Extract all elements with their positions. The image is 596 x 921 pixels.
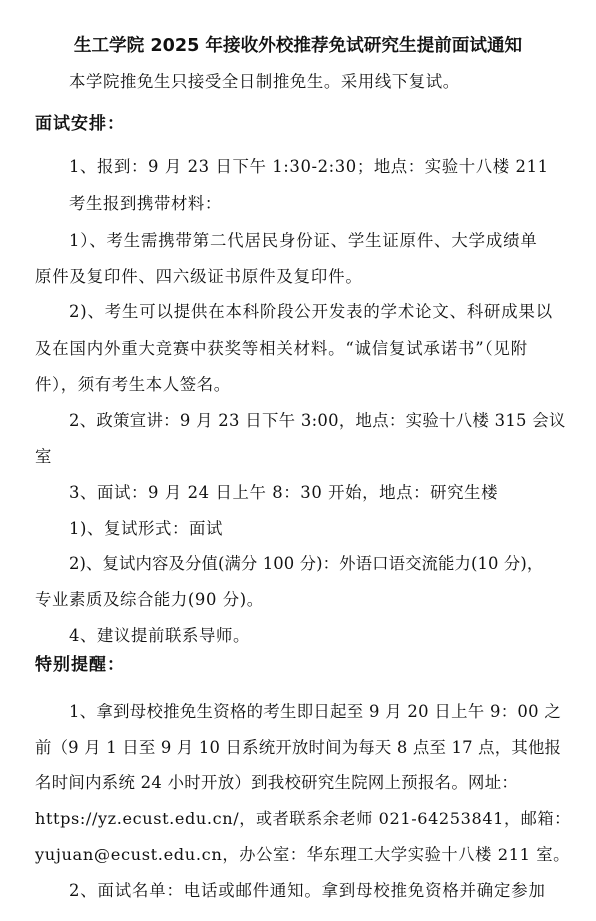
interview-content-line-1: 2)、复试内容及分值(满分 100 分)：外语口语交流能力(10 分)， [69,554,544,573]
policy-briefing-line-1: 2、政策宣讲：9 月 23 日下午 3:00，地点：实验十八楼 315 会议 [69,411,566,430]
section-heading-special-reminder: 特别提醒： [35,655,125,675]
intro-paragraph: 本学院推免生只接受全日制推免生。采用线下复试。 [69,72,460,91]
materials-item-2-line-3: 件），须有考生本人签名。 [35,375,231,394]
reminder-1-line-5-email: yujuan@ecust.edu.cn，办公室：华东理工大学实验十八楼 211 室。 [35,845,571,864]
reminder-1-line-3: 名时间内系统 24 小时开放）到我校研究生院网上预报名。网址： [35,773,519,792]
section-heading-interview-arrangement: 面试安排： [35,114,125,134]
registration-line: 1、报到：9 月 23 日下午 1:30-2:30；地点：实验十八楼 211 [69,157,549,176]
materials-item-1-line-1: 1）、考生需携带第二代居民身份证、学生证原件、大学成绩单 [69,231,538,250]
interview-format-line: 1)、复试形式：面试 [69,519,223,538]
materials-item-2-line-2: 及在国内外重大竞赛中获奖等相关材料。“诚信复试承诺书”（见附 [35,339,528,358]
contact-supervisor-line: 4、建议提前联系导师。 [69,626,250,645]
materials-item-2-line-1: 2)、考生可以提供在本科阶段公开发表的学术论文、科研成果以 [69,302,554,321]
reminder-1-line-2: 前（9 月 1 日至 9 月 10 日系统开放时间为每天 8 点至 17 点，其他报 [35,738,562,757]
reminder-1-line-1: 1、拿到母校推免生资格的考生即日起至 9 月 20 日上午 9：00 之 [69,702,562,721]
policy-briefing-line-2: 室 [35,447,52,466]
document-title: 生工学院 2025 年接收外校推荐免试研究生提前面试通知 [73,36,523,56]
reminder-2-line-1: 2、面试名单：电话或邮件通知。拿到母校推免资格并确定参加 [69,881,546,900]
materials-item-1-line-2: 原件及复印件、四六级证书原件及复印件。 [35,267,363,286]
reminder-1-line-4-website: https://yz.ecust.edu.cn/，或者联系余老师 021-64253841，邮箱： [35,809,571,828]
materials-intro-line: 考生报到携带材料： [69,194,222,213]
interview-line: 3、面试：9 月 24 日上午 8：30 开始，地点：研究生楼 [69,483,499,502]
interview-content-line-2: 专业素质及综合能力(90 分)。 [35,590,264,609]
